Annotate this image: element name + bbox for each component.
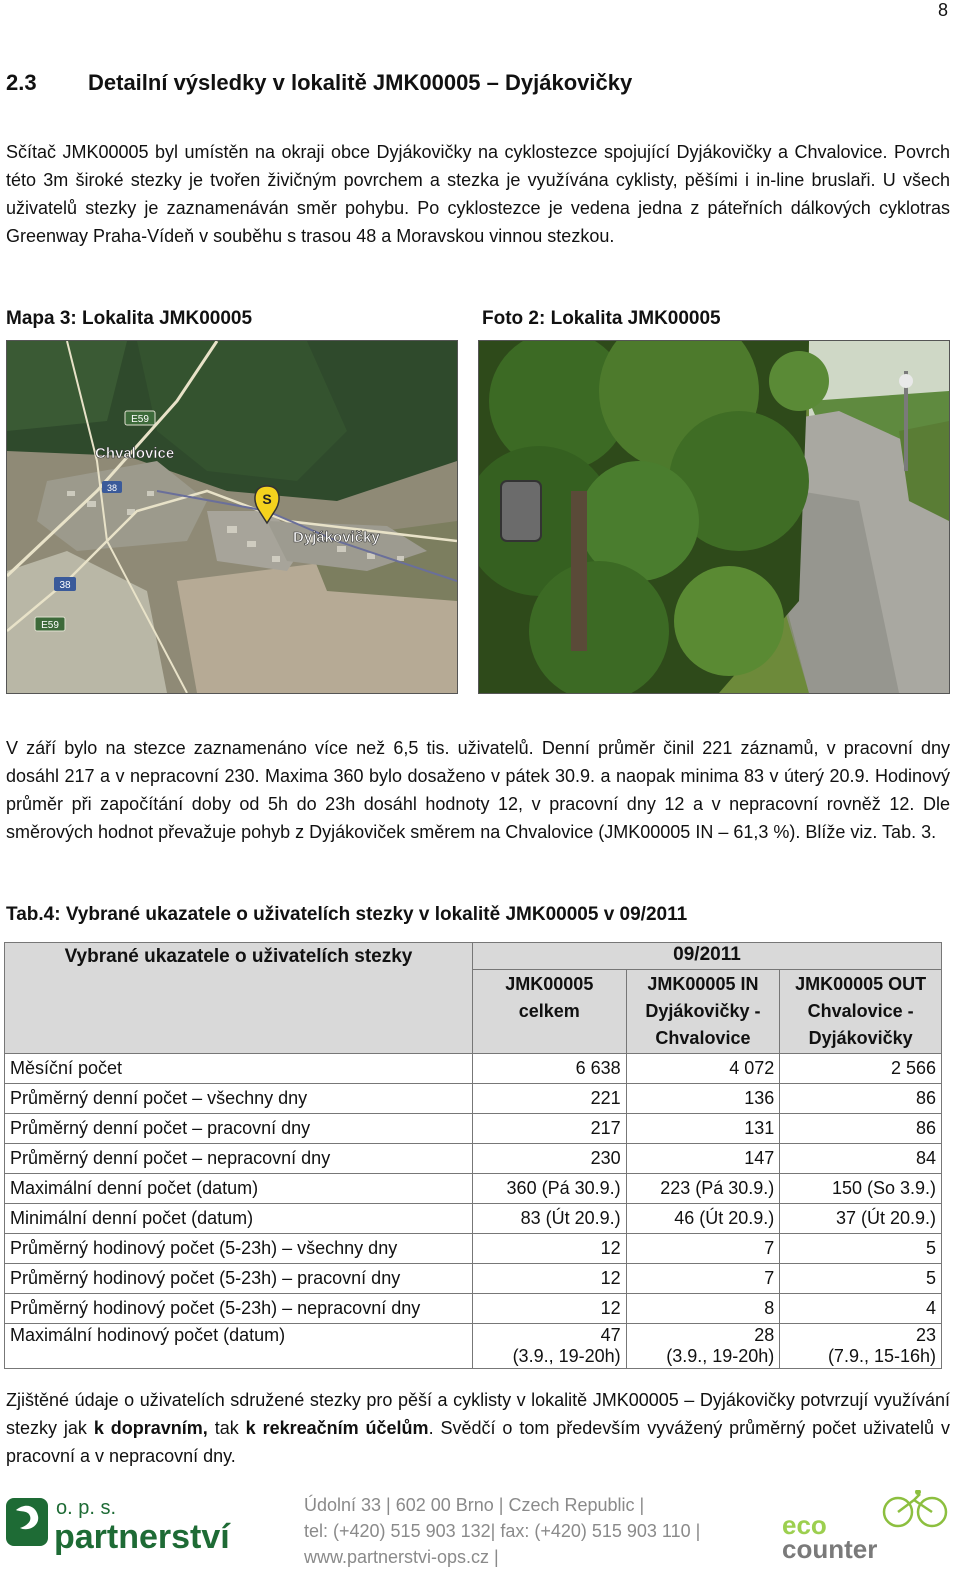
conclusion-text-1: Zjištěné údaje o uživatelích sdružené stezky pro pěší a cyklisty v lokalitě JMK00005 – Dyjákovičky potvrzují využívání stezky jak — [6, 1390, 950, 1438]
location-map — [6, 340, 458, 694]
cell-out: 150 (So 3.9.) — [780, 1174, 942, 1204]
cell-total — [472, 1324, 626, 1369]
row-label: Měsíční počet — [5, 1054, 473, 1084]
footer-contact — [304, 1492, 700, 1570]
cell-total: 12 — [472, 1234, 626, 1264]
row-label: Minimální denní počet (datum) — [5, 1204, 473, 1234]
table-row — [5, 1054, 942, 1084]
conclusion-bold-1: k dopravním, — [93, 1418, 208, 1438]
road-label-e59-bottom: E59 — [41, 620, 59, 631]
cell-out-value: 23 — [915, 1325, 936, 1345]
cell-out: 2 566 — [780, 1054, 942, 1084]
eco-counter-logo — [780, 1490, 952, 1562]
cell-out: 4 — [780, 1294, 942, 1324]
cell-total: 221 — [472, 1084, 626, 1114]
cell-out: 86 — [780, 1114, 942, 1144]
table-header-in: JMK00005 IN Dyjákovičky - Chvalovice — [626, 970, 780, 1054]
table-row — [5, 1264, 942, 1294]
table-row — [5, 1204, 942, 1234]
cell-total-date: (3.9., 19-20h) — [512, 1346, 621, 1366]
cell-out: 5 — [780, 1234, 942, 1264]
cell-in — [626, 1324, 780, 1369]
row-label: Průměrný hodinový počet (5-23h) – pracovní dny — [5, 1264, 473, 1294]
cell-total-value: 47 — [600, 1325, 621, 1345]
cell-in-value: 28 — [754, 1325, 775, 1345]
row-label: Průměrný hodinový počet (5-23h) – nepracovní dny — [5, 1294, 473, 1324]
cell-total: 217 — [472, 1114, 626, 1144]
cell-out — [780, 1324, 942, 1369]
conclusion-paragraph — [6, 1386, 950, 1470]
marker-label: S — [262, 491, 272, 507]
cell-in: 7 — [626, 1264, 780, 1294]
row-label: Průměrný denní počet – všechny dny — [5, 1084, 473, 1114]
road-label-38-top: 38 — [106, 483, 118, 493]
logo-ops-text: o. p. s. — [56, 1497, 117, 1519]
cell-total: 6 638 — [472, 1054, 626, 1084]
table-row — [5, 1084, 942, 1114]
cell-total: 12 — [472, 1264, 626, 1294]
cell-in: 8 — [626, 1294, 780, 1324]
road-label-e59-top: E59 — [131, 414, 149, 425]
table-row — [5, 1114, 942, 1144]
row-label: Průměrný hodinový počet (5-23h) – všechny dny — [5, 1234, 473, 1264]
cell-in: 46 (Út 20.9.) — [626, 1204, 780, 1234]
cell-in: 131 — [626, 1114, 780, 1144]
cell-total: 360 (Pá 30.9.) — [472, 1174, 626, 1204]
cell-in-date: (3.9., 19-20h) — [666, 1346, 775, 1366]
cell-total: 230 — [472, 1144, 626, 1174]
row-label: Průměrný denní počet – nepracovní dny — [5, 1144, 473, 1174]
indicators-table — [4, 942, 942, 1369]
footer-web[interactable]: www.partnerstvi-ops.cz | — [304, 1547, 499, 1567]
section-title: Detailní výsledky v lokalitě JMK00005 – Dyjákovičky — [88, 70, 633, 95]
cell-total: 12 — [472, 1294, 626, 1324]
table-row — [5, 1324, 942, 1369]
table-caption: Tab.4: Vybrané ukazatele o uživatelích stezky v lokalitě JMK00005 v 09/2011 — [6, 904, 688, 925]
cell-in: 4 072 — [626, 1054, 780, 1084]
intro-paragraph: Sčítač JMK00005 byl umístěn na okraji obce Dyjákovičky na cyklostezce spojující Dyjákovičky a Chvalovice. Povrch této 3m široké stezky je tvořen živičným povrchem a stezka je využívána cyklisty, pěšími i in-line bruslaři. U všech uživatelů stezky je zaznamenáván směr pohybu. Po cyklostezce je vedena jedna z páteřních dálkových cyklotras Greenway Praha-Vídeň v souběhu s trasou 48 a Moravskou vinnou stezkou. — [6, 142, 950, 246]
cell-in: 136 — [626, 1084, 780, 1114]
map-caption: Mapa 3: Lokalita JMK00005 — [6, 308, 253, 329]
logo-counter-text: counter — [782, 1534, 878, 1562]
logo-partnerstvi-text: partnerství — [54, 1518, 230, 1556]
conclusion-bold-2: k rekreačním účelům — [245, 1418, 429, 1438]
cell-in: 147 — [626, 1144, 780, 1174]
table-row — [5, 1174, 942, 1204]
cell-out: 5 — [780, 1264, 942, 1294]
table-header-label: Vybrané ukazatele o uživatelích stezky — [5, 943, 473, 1054]
row-label: Maximální hodinový počet (datum) — [5, 1324, 473, 1369]
section-heading — [6, 70, 632, 96]
cell-out: 37 (Út 20.9.) — [780, 1204, 942, 1234]
row-label: Maximální denní počet (datum) — [5, 1174, 473, 1204]
summary-paragraph: V září bylo na stezce zaznamenáno více než 6,5 tis. uživatelů. Denní průměr činil 221 záznamů, v pracovní dny dosáhl 217 a v nepracovní 230. Maxima 360 bylo dosaženo v pátek 30.9. a naopak minima 83 v úterý 20.9. Hodinový průměr při započítání doby od 5h do 23h dosáhl hodnoty 12, v pracovní dny 12 a v nepracovní rovněž 12. Dle směrových hodnot převažuje pohyb z Dyjákoviček směrem na Chvalovice (JMK00005 IN – 61,3 %). Blíže viz. Tab. 3. — [6, 738, 950, 842]
cell-out-date: (7.9., 15-16h) — [827, 1346, 936, 1366]
table-header-period: 09/2011 — [472, 943, 941, 970]
row-label: Průměrný denní počet – pracovní dny — [5, 1114, 473, 1144]
table-header-out: JMK00005 OUT Chvalovice - Dyjákovičky — [780, 970, 942, 1054]
page-number: 8 — [937, 0, 948, 20]
table-header-total: JMK00005 celkem — [472, 970, 626, 1054]
photo-caption: Foto 2: Lokalita JMK00005 — [482, 308, 721, 329]
map-label-chvalovice: Chvalovice — [95, 445, 175, 462]
logo-eco-text: eco — [782, 1510, 827, 1540]
road-label-38: 38 — [59, 580, 71, 591]
cell-total: 83 (Út 20.9.) — [472, 1204, 626, 1234]
table-row — [5, 1234, 942, 1264]
cell-in: 7 — [626, 1234, 780, 1264]
conclusion-text-2: tak — [207, 1418, 246, 1438]
conclusion-text-3: . Svědčí o tom především vyvážený průměrný počet uživatelů v pracovní a v nepracovní dny. — [6, 1418, 950, 1466]
section-number: 2.3 — [6, 70, 37, 95]
footer-address: Údolní 33 | 602 00 Brno | Czech Republic | — [304, 1495, 645, 1515]
table-row — [5, 1144, 942, 1174]
cell-out: 84 — [780, 1144, 942, 1174]
map-label-dyjakovicky: Dyjákovičky — [293, 529, 380, 546]
footer-phone: tel: (+420) 515 903 132| fax: (+420) 515 903 110 | — [304, 1521, 701, 1541]
location-photo — [478, 340, 950, 694]
cell-out: 86 — [780, 1084, 942, 1114]
partnerstvi-logo — [6, 1492, 276, 1562]
cell-in: 223 (Pá 30.9.) — [626, 1174, 780, 1204]
table-row — [5, 1294, 942, 1324]
